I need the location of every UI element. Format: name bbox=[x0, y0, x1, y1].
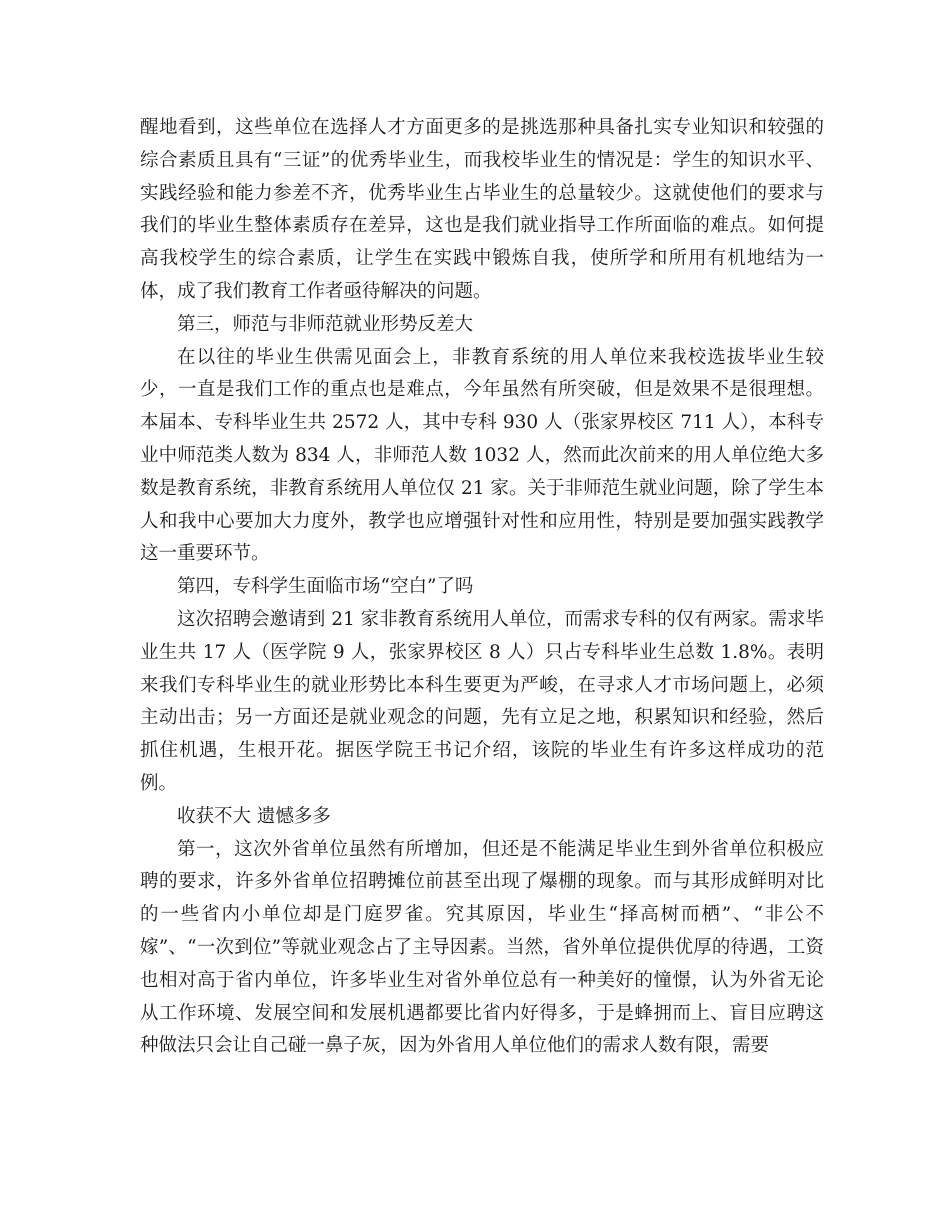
paragraph-p1: 醒地看到，这些单位在选择人才方面更多的是挑选那种具备扎实专业知识和较强的综合素质且具有“三证”的优秀毕业生，而我校毕业生的情况是：学生的知识水平、实践经验和能力参差不齐，优秀毕业生占毕业生的总量较少。这就使他们的要求与我们的毕业生整体素质存在差异，这也是我们就业指导工作所面临的难点。如何提高我校学生的综合素质，让学生在实践中锻炼自我，使所学和所用有机地结为一体，成了我们教育工作者亟待解决的问题。 bbox=[140, 117, 824, 302]
section-heading-summary: 收获不大 遗憾多多 bbox=[177, 805, 331, 827]
section-heading-fourth-point: 第四，专科学生面临市场“空白”了吗 bbox=[177, 576, 474, 598]
paragraph-p7: 第一，这次外省单位虽然有所增加，但还是不能满足毕业生到外省单位积极应聘的要求，许多外省单位招聘摊位前甚至出现了爆棚的现象。而与其形成鲜明对比的一些省内小单位却是门庭罗雀。究其原因，毕业生“择高树而栖”、“非公不嫁”、“一次到位”等就业观念占了主导因素。当然，省外单位提供优厚的待遇，工资也相对高于省内单位，许多毕业生对省外单位总有一种美好的憧憬，认为外省无论从工作环境、发展空间和发展机遇都要比省内好得多，于是蜂拥而上、盲目应聘这种做法只会让自己碰一鼻子灰，因为外省用人单位他们的需求人数有限，需要 bbox=[140, 838, 824, 1057]
paragraph-p3: 在以往的毕业生供需见面会上，非教育系统的用人单位来我校选拔毕业生较少，一直是我们工作的重点也是难点，今年虽然有所突破，但是效果不是很理想。本届本、专科毕业生共 2572 人，其中专科 930 人（张家界校区 711 人），本科专业中师范类人数为 834 人，非师范人数 1032 人，然而此次前来的用人单位绝大多数是教育系统，非教育系统用人单位仅 21 家。关于非师范生就业问题，除了学生本人和我中心要加大力度外，教学也应增强针对性和应用性，特别是要加强实践教学这一重要环节。 bbox=[140, 346, 824, 565]
body-text bbox=[140, 112, 824, 1063]
paragraph-p5: 这次招聘会邀请到 21 家非教育系统用人单位，而需求专科的仅有两家。需求毕业生共 17 人（医学院 9 人，张家界校区 8 人）只占专科毕业生总数 1.8%。表明来我们专科毕业生的就业形势比本科生要更为严峻，在寻求人才市场问题上，必须主动出击；另一方面还是就业观念的问题，先有立足之地，积累知识和经验，然后抓住机遇，生根开花。据医学院王书记介绍，该院的毕业生有许多这样成功的范例。 bbox=[140, 608, 824, 794]
section-heading-third-point: 第三，师范与非师范就业形势反差大 bbox=[177, 313, 474, 335]
